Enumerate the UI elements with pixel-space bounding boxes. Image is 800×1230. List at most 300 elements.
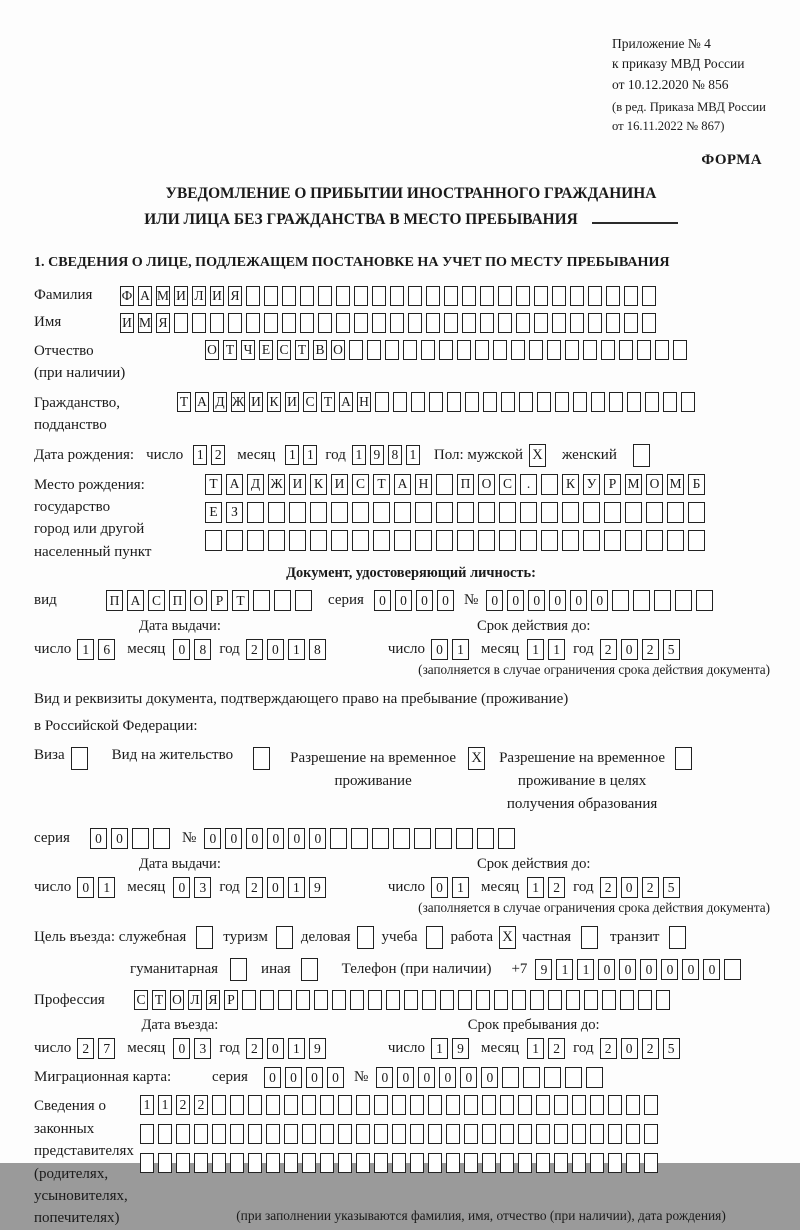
profession-cell[interactable]: Я [206, 990, 220, 1010]
permit-number-cell[interactable] [372, 828, 389, 849]
citizenship-cell[interactable] [645, 392, 659, 412]
doc-type-cell[interactable]: А [127, 590, 144, 611]
birthplace-cell[interactable] [373, 502, 390, 523]
birth-month-cell[interactable]: 1 [303, 445, 317, 465]
patronymic-cell[interactable] [547, 340, 561, 360]
patronymic-cell[interactable] [637, 340, 651, 360]
name-cell[interactable] [552, 313, 566, 333]
legal-cell[interactable] [644, 1153, 658, 1173]
doc-series-cell[interactable]: 0 [374, 590, 391, 611]
profession-cell[interactable] [584, 990, 598, 1010]
patronymic-cell[interactable] [439, 340, 453, 360]
phone-digit-cell[interactable]: 0 [703, 959, 720, 980]
surname-cell[interactable]: Л [192, 286, 206, 306]
doc-type-cell[interactable]: Р [211, 590, 228, 611]
birthplace-cell[interactable]: . [520, 474, 537, 495]
permit-number-cell[interactable] [414, 828, 431, 849]
legal-cell[interactable] [536, 1124, 550, 1144]
permit-issue-year-cell[interactable]: 0 [267, 877, 284, 898]
name-cell[interactable] [228, 313, 242, 333]
stay-day-cell[interactable]: 1 [431, 1038, 448, 1059]
birthplace-cell[interactable]: Т [373, 474, 390, 495]
name-cell[interactable] [570, 313, 584, 333]
citizenship-cell[interactable] [663, 392, 677, 412]
valid-month-cell[interactable]: 1 [527, 639, 544, 660]
legal-cell[interactable] [338, 1153, 352, 1173]
legal-cell[interactable] [536, 1095, 550, 1115]
legal-cell[interactable] [320, 1124, 334, 1144]
legal-cell[interactable] [572, 1153, 586, 1173]
legal-cell[interactable] [446, 1124, 460, 1144]
legal-cell[interactable] [626, 1153, 640, 1173]
doc-type-cell[interactable]: С [148, 590, 165, 611]
doc-number-cell[interactable] [612, 590, 629, 611]
birthplace-cell[interactable] [457, 502, 474, 523]
birthplace-cell[interactable]: С [352, 474, 369, 495]
legal-cell[interactable]: 1 [158, 1095, 172, 1115]
legal-cell[interactable] [302, 1153, 316, 1173]
phone-digit-cell[interactable]: 1 [577, 959, 594, 980]
legal-cell[interactable] [338, 1095, 352, 1115]
doc-series-cell[interactable]: 0 [416, 590, 433, 611]
doc-type-cell[interactable]: Т [232, 590, 249, 611]
surname-cell[interactable] [318, 286, 332, 306]
profession-cell[interactable] [368, 990, 382, 1010]
surname-cell[interactable]: И [174, 286, 188, 306]
permit-valid-year-cell[interactable]: 2 [642, 877, 659, 898]
legal-cell[interactable] [572, 1095, 586, 1115]
doc-type-cell[interactable] [253, 590, 270, 611]
birthplace-cell[interactable] [436, 530, 453, 551]
birthplace-cell[interactable] [646, 530, 663, 551]
birthplace-cell[interactable] [310, 530, 327, 551]
mc-series-cell[interactable]: 0 [306, 1067, 323, 1088]
birthplace-cell[interactable]: Ж [268, 474, 285, 495]
birthplace-cell[interactable] [541, 530, 558, 551]
study-checkbox-cell[interactable] [426, 926, 443, 949]
birthplace-cell[interactable] [331, 502, 348, 523]
entry-day-cell[interactable]: 7 [98, 1038, 115, 1059]
doc-type-cell[interactable] [295, 590, 312, 611]
stay-month-cell[interactable]: 2 [548, 1038, 565, 1059]
birthplace-cell[interactable]: Р [604, 474, 621, 495]
legal-cell[interactable] [320, 1153, 334, 1173]
birthplace-cell[interactable] [520, 530, 537, 551]
phone-digit-cell[interactable]: 1 [556, 959, 573, 980]
residence-permit-checkbox-cell[interactable] [253, 747, 270, 770]
citizenship-cell[interactable] [627, 392, 641, 412]
permit-number-cell[interactable] [456, 828, 473, 849]
permit-number-cell[interactable] [498, 828, 515, 849]
citizenship-cell[interactable] [447, 392, 461, 412]
legal-cell[interactable] [212, 1095, 226, 1115]
legal-cell[interactable] [248, 1124, 262, 1144]
birthplace-cell[interactable] [268, 502, 285, 523]
entry-year-cell[interactable]: 0 [267, 1038, 284, 1059]
legal-cell[interactable] [428, 1153, 442, 1173]
valid-day-cell[interactable]: 1 [452, 639, 469, 660]
birthplace-cell[interactable] [499, 530, 516, 551]
patronymic-cell[interactable] [583, 340, 597, 360]
citizenship-cell[interactable] [537, 392, 551, 412]
name-cell[interactable] [588, 313, 602, 333]
phone-digit-cell[interactable] [724, 959, 741, 980]
citizenship-cell[interactable] [609, 392, 623, 412]
surname-cell[interactable] [408, 286, 422, 306]
legal-cell[interactable] [410, 1153, 424, 1173]
patronymic-cell[interactable]: Ч [241, 340, 255, 360]
surname-cell[interactable] [246, 286, 260, 306]
doc-number-cell[interactable]: 0 [528, 590, 545, 611]
legal-cell[interactable] [248, 1095, 262, 1115]
profession-cell[interactable] [260, 990, 274, 1010]
patronymic-cell[interactable] [511, 340, 525, 360]
legal-cell[interactable] [248, 1153, 262, 1173]
doc-number-cell[interactable] [633, 590, 650, 611]
entry-day-cell[interactable]: 2 [77, 1038, 94, 1059]
citizenship-cell[interactable] [411, 392, 425, 412]
legal-cell[interactable] [482, 1095, 496, 1115]
surname-cell[interactable] [336, 286, 350, 306]
birthplace-cell[interactable] [688, 502, 705, 523]
birthplace-cell[interactable] [541, 474, 558, 495]
mc-series-cell[interactable]: 0 [285, 1067, 302, 1088]
phone-digit-cell[interactable]: 0 [661, 959, 678, 980]
issue-month-cell[interactable]: 0 [173, 639, 190, 660]
birthplace-cell[interactable] [226, 530, 243, 551]
citizenship-cell[interactable] [519, 392, 533, 412]
permit-number-cell[interactable] [477, 828, 494, 849]
phone-digit-cell[interactable]: 9 [535, 959, 552, 980]
phone-digit-cell[interactable]: 0 [682, 959, 699, 980]
patronymic-cell[interactable] [403, 340, 417, 360]
surname-cell[interactable] [552, 286, 566, 306]
birthplace-cell[interactable] [205, 530, 222, 551]
tourism-checkbox-cell[interactable] [276, 926, 293, 949]
work-checkbox-cell[interactable]: X [499, 926, 516, 949]
legal-cell[interactable] [644, 1095, 658, 1115]
legal-cell[interactable] [392, 1095, 406, 1115]
permit-issue-month-cell[interactable]: 0 [173, 877, 190, 898]
legal-cell[interactable] [176, 1153, 190, 1173]
name-cell[interactable] [372, 313, 386, 333]
valid-year-cell[interactable]: 5 [663, 639, 680, 660]
mc-number-cell[interactable] [565, 1067, 582, 1088]
doc-number-cell[interactable] [696, 590, 713, 611]
doc-number-cell[interactable]: 0 [549, 590, 566, 611]
surname-cell[interactable] [606, 286, 620, 306]
legal-cell[interactable] [266, 1153, 280, 1173]
legal-cell[interactable] [212, 1153, 226, 1173]
legal-cell[interactable] [482, 1153, 496, 1173]
valid-year-cell[interactable]: 0 [621, 639, 638, 660]
birthplace-cell[interactable] [436, 474, 453, 495]
profession-cell[interactable]: Р [224, 990, 238, 1010]
doc-series-cell[interactable]: 0 [437, 590, 454, 611]
permit-issue-day-cell[interactable]: 1 [98, 877, 115, 898]
surname-cell[interactable]: И [210, 286, 224, 306]
name-cell[interactable]: Я [156, 313, 170, 333]
birthplace-cell[interactable]: Д [247, 474, 264, 495]
legal-cell[interactable] [446, 1095, 460, 1115]
surname-cell[interactable] [570, 286, 584, 306]
legal-cell[interactable] [140, 1153, 154, 1173]
legal-cell[interactable] [374, 1095, 388, 1115]
legal-cell[interactable] [500, 1095, 514, 1115]
legal-cell[interactable] [500, 1124, 514, 1144]
citizenship-cell[interactable] [681, 392, 695, 412]
permit-valid-year-cell[interactable]: 0 [621, 877, 638, 898]
name-cell[interactable] [264, 313, 278, 333]
name-cell[interactable] [516, 313, 530, 333]
name-cell[interactable] [642, 313, 656, 333]
surname-cell[interactable] [534, 286, 548, 306]
patronymic-cell[interactable]: В [313, 340, 327, 360]
birthplace-cell[interactable] [289, 530, 306, 551]
legal-cell[interactable] [572, 1124, 586, 1144]
citizenship-cell[interactable] [591, 392, 605, 412]
doc-number-cell[interactable]: 0 [486, 590, 503, 611]
phone-digit-cell[interactable]: 0 [640, 959, 657, 980]
birthplace-cell[interactable] [562, 502, 579, 523]
legal-cell[interactable] [464, 1153, 478, 1173]
legal-cell[interactable] [158, 1153, 172, 1173]
entry-year-cell[interactable]: 1 [288, 1038, 305, 1059]
legal-cell[interactable] [464, 1095, 478, 1115]
legal-cell[interactable] [554, 1095, 568, 1115]
surname-cell[interactable]: Я [228, 286, 242, 306]
legal-cell[interactable] [320, 1095, 334, 1115]
birthplace-cell[interactable]: Е [205, 502, 222, 523]
birthplace-cell[interactable]: О [478, 474, 495, 495]
surname-cell[interactable] [444, 286, 458, 306]
patronymic-cell[interactable]: О [331, 340, 345, 360]
legal-cell[interactable] [356, 1124, 370, 1144]
patronymic-cell[interactable] [475, 340, 489, 360]
birthplace-cell[interactable] [289, 502, 306, 523]
mc-number-cell[interactable]: 0 [460, 1067, 477, 1088]
legal-cell[interactable] [644, 1124, 658, 1144]
entry-year-cell[interactable]: 9 [309, 1038, 326, 1059]
private-checkbox-cell[interactable] [581, 926, 598, 949]
legal-cell[interactable] [446, 1153, 460, 1173]
sex-male-checkbox-cell[interactable]: X [529, 444, 546, 467]
profession-cell[interactable] [314, 990, 328, 1010]
mc-number-cell[interactable]: 0 [376, 1067, 393, 1088]
valid-year-cell[interactable]: 2 [600, 639, 617, 660]
birthplace-cell[interactable] [520, 502, 537, 523]
birthplace-cell[interactable] [331, 530, 348, 551]
legal-cell[interactable] [392, 1153, 406, 1173]
issue-year-cell[interactable]: 1 [288, 639, 305, 660]
transit-checkbox-cell[interactable] [669, 926, 686, 949]
name-cell[interactable]: М [138, 313, 152, 333]
birthplace-cell[interactable]: М [625, 474, 642, 495]
surname-cell[interactable] [390, 286, 404, 306]
birthplace-cell[interactable] [625, 502, 642, 523]
permit-valid-day-cell[interactable]: 1 [452, 877, 469, 898]
mc-number-cell[interactable] [586, 1067, 603, 1088]
doc-type-cell[interactable]: П [106, 590, 123, 611]
birthplace-cell[interactable]: З [226, 502, 243, 523]
permit-valid-month-cell[interactable]: 1 [527, 877, 544, 898]
patronymic-cell[interactable] [421, 340, 435, 360]
valid-day-cell[interactable]: 0 [431, 639, 448, 660]
legal-cell[interactable] [608, 1095, 622, 1115]
patronymic-cell[interactable]: Е [259, 340, 273, 360]
profession-cell[interactable] [638, 990, 652, 1010]
permit-issue-year-cell[interactable]: 1 [288, 877, 305, 898]
permit-number-cell[interactable]: 0 [267, 828, 284, 849]
permit-issue-year-cell[interactable]: 2 [246, 877, 263, 898]
legal-cell[interactable] [356, 1153, 370, 1173]
edu-permit-checkbox-cell[interactable] [675, 747, 692, 770]
name-cell[interactable] [444, 313, 458, 333]
birthplace-cell[interactable]: Б [688, 474, 705, 495]
citizenship-cell[interactable] [393, 392, 407, 412]
legal-cell[interactable] [284, 1153, 298, 1173]
profession-cell[interactable] [512, 990, 526, 1010]
citizenship-cell[interactable]: Т [321, 392, 335, 412]
visa-checkbox-cell[interactable] [71, 747, 88, 770]
profession-cell[interactable] [620, 990, 634, 1010]
humanitarian-checkbox-cell[interactable] [230, 958, 247, 981]
surname-cell[interactable] [642, 286, 656, 306]
birthplace-cell[interactable] [436, 502, 453, 523]
birthplace-cell[interactable]: О [646, 474, 663, 495]
profession-cell[interactable] [566, 990, 580, 1010]
permit-valid-year-cell[interactable]: 2 [600, 877, 617, 898]
profession-cell[interactable] [440, 990, 454, 1010]
legal-cell[interactable] [590, 1153, 604, 1173]
legal-cell[interactable] [518, 1095, 532, 1115]
name-cell[interactable] [282, 313, 296, 333]
citizenship-cell[interactable] [429, 392, 443, 412]
birthplace-cell[interactable] [499, 502, 516, 523]
profession-cell[interactable] [278, 990, 292, 1010]
mc-number-cell[interactable]: 0 [418, 1067, 435, 1088]
citizenship-cell[interactable] [465, 392, 479, 412]
doc-number-cell[interactable]: 0 [570, 590, 587, 611]
birthplace-cell[interactable] [604, 530, 621, 551]
legal-cell[interactable] [500, 1153, 514, 1173]
name-cell[interactable] [624, 313, 638, 333]
surname-cell[interactable] [282, 286, 296, 306]
temp-permit-checkbox-cell[interactable]: X [468, 747, 485, 770]
permit-number-cell[interactable] [435, 828, 452, 849]
mc-number-cell[interactable]: 0 [397, 1067, 414, 1088]
patronymic-cell[interactable] [565, 340, 579, 360]
birthplace-cell[interactable] [583, 530, 600, 551]
name-cell[interactable] [480, 313, 494, 333]
patronymic-cell[interactable] [673, 340, 687, 360]
doc-number-cell[interactable]: 0 [591, 590, 608, 611]
birthplace-cell[interactable]: А [394, 474, 411, 495]
profession-cell[interactable] [296, 990, 310, 1010]
birthplace-cell[interactable]: Т [205, 474, 222, 495]
permit-issue-year-cell[interactable]: 9 [309, 877, 326, 898]
citizenship-cell[interactable]: Ж [231, 392, 245, 412]
legal-cell[interactable] [428, 1124, 442, 1144]
birthplace-cell[interactable] [268, 530, 285, 551]
birthplace-cell[interactable] [415, 530, 432, 551]
birthplace-cell[interactable] [604, 502, 621, 523]
doc-number-cell[interactable] [675, 590, 692, 611]
birthplace-cell[interactable] [478, 502, 495, 523]
birthplace-cell[interactable]: А [226, 474, 243, 495]
birthplace-cell[interactable] [394, 530, 411, 551]
mc-number-cell[interactable] [523, 1067, 540, 1088]
profession-cell[interactable] [332, 990, 346, 1010]
name-cell[interactable] [498, 313, 512, 333]
legal-cell[interactable] [212, 1124, 226, 1144]
permit-number-cell[interactable] [330, 828, 347, 849]
name-cell[interactable] [462, 313, 476, 333]
stay-month-cell[interactable]: 1 [527, 1038, 544, 1059]
birthplace-cell[interactable] [667, 502, 684, 523]
name-cell[interactable] [174, 313, 188, 333]
legal-cell[interactable] [302, 1124, 316, 1144]
surname-cell[interactable]: А [138, 286, 152, 306]
surname-cell[interactable] [516, 286, 530, 306]
phone-digit-cell[interactable]: 0 [619, 959, 636, 980]
legal-cell[interactable] [590, 1095, 604, 1115]
permit-number-cell[interactable]: 0 [288, 828, 305, 849]
legal-cell[interactable] [176, 1124, 190, 1144]
name-cell[interactable] [246, 313, 260, 333]
phone-digit-cell[interactable]: 0 [598, 959, 615, 980]
legal-cell[interactable] [626, 1095, 640, 1115]
birthplace-cell[interactable] [373, 530, 390, 551]
legal-cell[interactable] [536, 1153, 550, 1173]
profession-cell[interactable] [602, 990, 616, 1010]
legal-cell[interactable]: 2 [176, 1095, 190, 1115]
permit-series-cell[interactable] [132, 828, 149, 849]
permit-number-cell[interactable] [351, 828, 368, 849]
legal-cell[interactable] [338, 1124, 352, 1144]
business-checkbox-cell[interactable] [357, 926, 374, 949]
citizenship-cell[interactable]: И [285, 392, 299, 412]
patronymic-cell[interactable] [655, 340, 669, 360]
legal-cell[interactable] [158, 1124, 172, 1144]
other-checkbox-cell[interactable] [301, 958, 318, 981]
mc-number-cell[interactable] [544, 1067, 561, 1088]
patronymic-cell[interactable] [529, 340, 543, 360]
profession-cell[interactable] [548, 990, 562, 1010]
doc-type-cell[interactable]: П [169, 590, 186, 611]
permit-number-cell[interactable]: 0 [204, 828, 221, 849]
birthplace-cell[interactable] [478, 530, 495, 551]
birthplace-cell[interactable] [625, 530, 642, 551]
citizenship-cell[interactable] [375, 392, 389, 412]
birthplace-cell[interactable] [562, 530, 579, 551]
name-cell[interactable] [192, 313, 206, 333]
doc-number-cell[interactable]: 0 [507, 590, 524, 611]
issue-year-cell[interactable]: 8 [309, 639, 326, 660]
patronymic-cell[interactable]: С [277, 340, 291, 360]
legal-cell[interactable] [464, 1124, 478, 1144]
permit-number-cell[interactable] [393, 828, 410, 849]
legal-cell[interactable] [230, 1095, 244, 1115]
birthplace-cell[interactable]: М [667, 474, 684, 495]
legal-cell[interactable] [302, 1095, 316, 1115]
legal-cell[interactable] [428, 1095, 442, 1115]
birthplace-cell[interactable] [394, 502, 411, 523]
name-cell[interactable] [336, 313, 350, 333]
entry-month-cell[interactable]: 0 [173, 1038, 190, 1059]
doc-type-cell[interactable]: О [190, 590, 207, 611]
citizenship-cell[interactable]: И [249, 392, 263, 412]
